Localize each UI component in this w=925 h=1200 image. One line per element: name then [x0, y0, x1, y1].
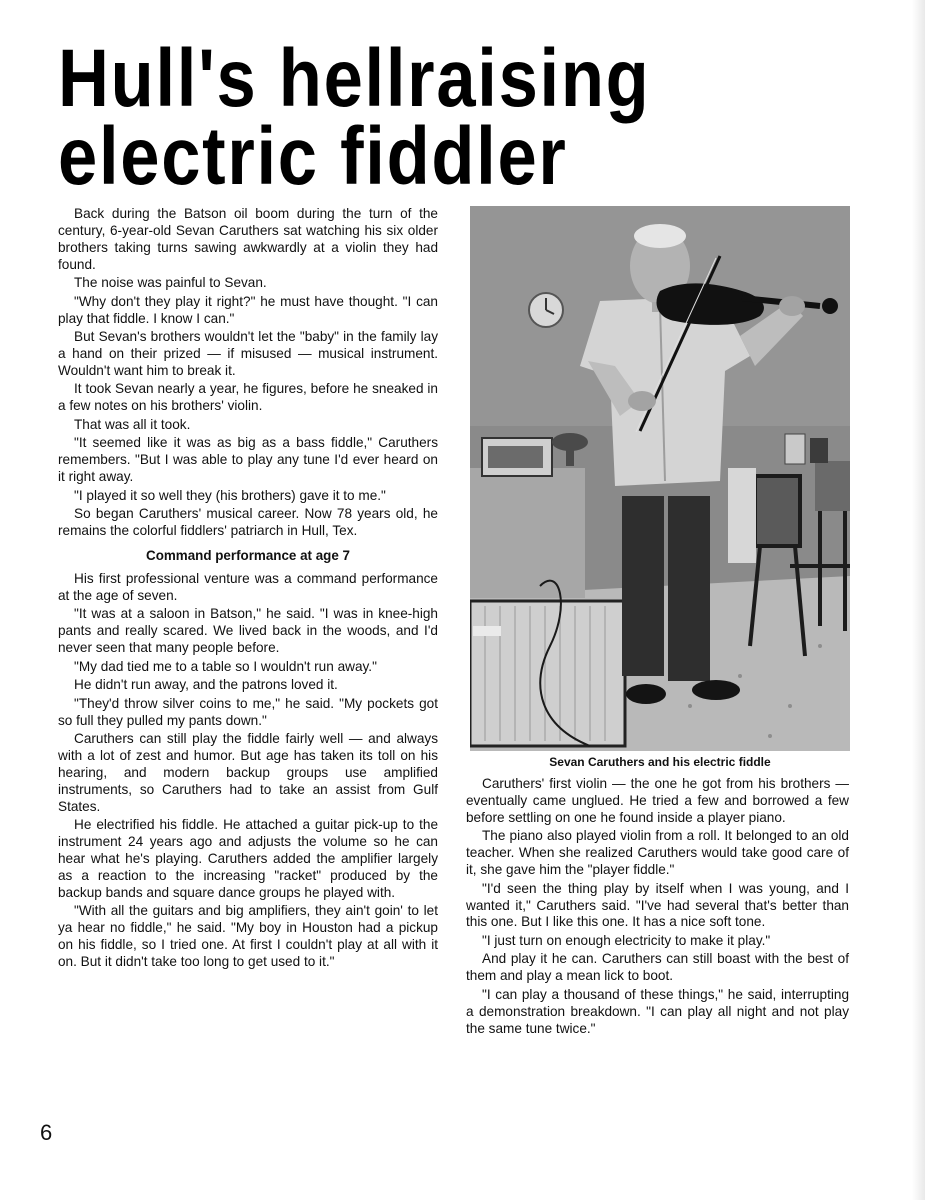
paragraph: "It seemed like it was as big as a bass fiddle," Caruthers remembers. "But I was able to play any tune I'd ever heard on it right away.: [58, 435, 438, 485]
paragraph: It took Sevan nearly a year, he figures, before he sneaked in a few notes on his brothers' violin.: [58, 381, 438, 414]
section-subhead: Command performance at age 7: [146, 547, 350, 563]
paragraph: "I can play a thousand of these things," he said, interrupting a demonstration breakdown. "I can play all night and not play the same tune twice.": [466, 986, 849, 1036]
paragraph: Caruthers can still play the fiddle fairly well — and always with a lot of zest and humor. But age has taken its toll on his hearing, and modern backup groups use amplified instruments, so Caruthers had to take an assist from Gulf States.: [58, 731, 438, 814]
paragraph: And play it he can. Caruthers can still boast with the best of them and play a mean lick to boot.: [466, 951, 849, 984]
paragraph: He didn't run away, and the patrons loved it.: [74, 677, 338, 693]
paragraph: The piano also played violin from a roll. It belonged to an old teacher. When she realized Caruthers would take good care of it, she gave him the "player fiddle.": [466, 828, 849, 878]
paragraph: His first professional venture was a command performance at the age of seven.: [58, 570, 438, 603]
paragraph: "I just turn on enough electricity to make it play.": [482, 932, 771, 948]
photo-illustration: [470, 206, 850, 751]
paragraph: "I played it so well they (his brothers) gave it to me.": [74, 487, 386, 503]
paragraph: "My dad tied me to a table so I wouldn't run away.": [74, 658, 377, 674]
paragraph: That was all it took.: [74, 416, 191, 432]
right-column: [466, 776, 849, 1039]
paragraph: "I'd seen the thing play by itself when I was young, and I wanted it," Caruthers said. "I've had several that's better than this one. But I like this one. It has a nice soft tone.: [466, 880, 849, 930]
paragraph: Caruthers' first violin — the one he got from his brothers — eventually came unglued. He tried a few and borrowed a few before settling on one he found inside a player piano.: [466, 776, 849, 825]
left-column: [58, 206, 438, 972]
paragraph: So began Caruthers' musical career. Now 78 years old, he remains the colorful fiddlers' patriarch in Hull, Tex.: [58, 506, 438, 539]
paragraph: "Why don't they play it right?" he must have thought. "I can play that fiddle. I know I can.": [58, 293, 438, 326]
paragraph: But Sevan's brothers wouldn't let the "baby" in the family lay a hand on their prized — if misused — musical instrument. Wouldn't want him to break it.: [58, 329, 438, 378]
photo-caption: Sevan Caruthers and his electric fiddle: [549, 755, 771, 769]
paragraph: "With all the guitars and big amplifiers, they ain't goin' to let ya hear no fiddle," he said. "My boy in Houston had a pickup on his fiddle, so I tried one. At first I couldn't play at all with it on. But it didn't take too long to get used to it.": [58, 903, 438, 969]
page-number: 6: [40, 1120, 53, 1145]
headline: Hull's hellraising electric fiddler: [58, 33, 651, 202]
paragraph: He electrified his fiddle. He attached a guitar pick-up to the instrument 24 years ago and adjusts the volume so he can hear what he's playing. Caruthers added the amplifier largely as a reaction to the increasing "racket" produced by the backup bands and square dance groups he played with.: [58, 817, 438, 900]
paragraph: Back during the Batson oil boom during the turn of the century, 6-year-old Sevan Caruthers sat watching his six older brothers taking turns sawing awkwardly at a violin they had found.: [58, 206, 438, 272]
paragraph: "They'd throw silver coins to me," he said. "My pockets got so full they pulled my pants down.": [58, 695, 438, 728]
photo-fiddler: [470, 206, 850, 751]
paragraph: "It was at a saloon in Batson," he said. "I was in knee-high pants and really scared. We lived back in the woods, and I'd never seen that many people before.: [58, 606, 438, 656]
scan-edge: [912, 0, 925, 1200]
paragraph: The noise was painful to Sevan.: [74, 275, 267, 291]
